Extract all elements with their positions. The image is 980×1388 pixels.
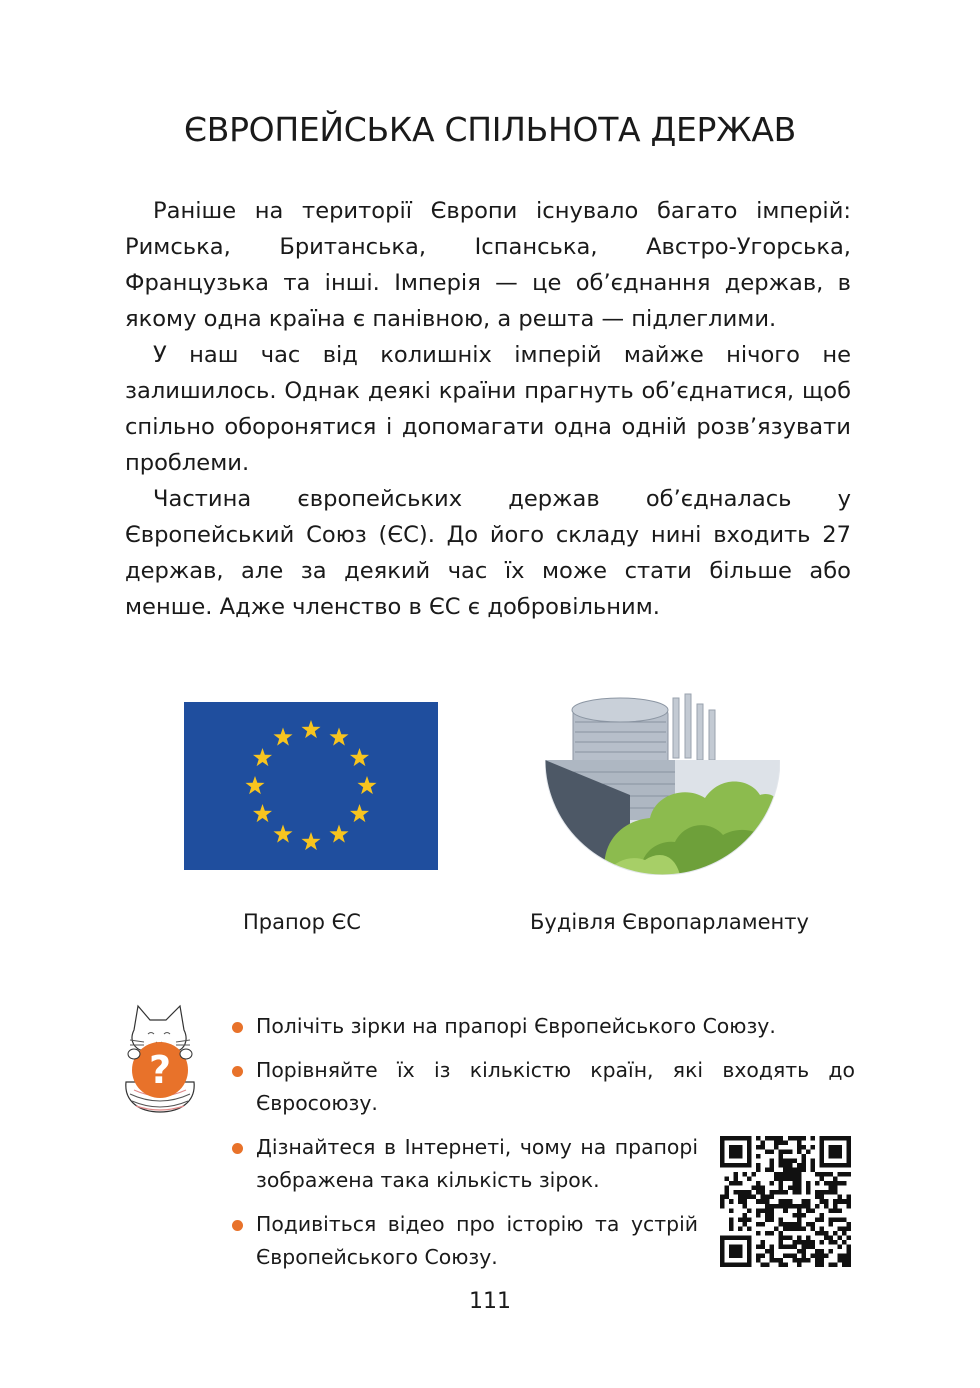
flag-star	[329, 825, 348, 843]
svg-text:?: ?	[148, 1048, 172, 1092]
flag-star	[273, 825, 292, 843]
flag-star	[329, 728, 348, 746]
page-title: ЄВРОПЕЙСЬКА СПІЛЬНОТА ДЕРЖАВ	[183, 110, 797, 149]
flag-star	[253, 748, 272, 766]
flag-star	[350, 748, 369, 766]
eu-flag-stars	[184, 702, 438, 870]
list-item: Полічіть зірки на прапорі Європейського Союзу.	[230, 1010, 855, 1043]
paragraph-unions: У наш час від колишніх імперій майже нічого не залишилось. Однак деякі країни прагнуть об’єднатися, щоб спільно оборонятися і допомагати одна одній розв’язувати проблеми.	[125, 342, 851, 476]
building-caption: Будівля Європарламенту	[530, 910, 809, 934]
list-item: Подивіться відео про історію та устрій Європейського Союзу.	[230, 1208, 698, 1274]
paragraph-empires: Раніше на території Європи існувало багато імперій: Римська, Британська, Іспанська, Австро-Угорська, Французька та інші. Імперія — це об’єднання держав, в якому одна країна є панівною, а решта — підлеглими.	[125, 198, 851, 332]
list-item: Порівняйте їх із кількістю країн, які входять до Євросоюзу.	[230, 1054, 855, 1120]
flag-star	[301, 832, 320, 850]
european-parliament-image	[545, 690, 780, 875]
list-item: Дізнайтеся в Інтернеті, чому на прапорі зображена така кількість зірок.	[230, 1131, 698, 1197]
flag-caption: Прапор ЄС	[243, 910, 361, 934]
flag-star	[253, 804, 272, 822]
flag-star	[273, 728, 292, 746]
page-number: 111	[469, 1289, 511, 1314]
qr-code-icon[interactable]	[720, 1136, 851, 1267]
body-text	[125, 193, 851, 625]
flag-star	[350, 804, 369, 822]
flag-star	[357, 776, 376, 794]
flag-star	[245, 776, 264, 794]
eu-flag-image	[184, 702, 438, 870]
cat-question-icon	[120, 1002, 200, 1114]
flag-star	[301, 720, 320, 738]
paragraph-eu: Частина європейських держав об’єдналась у Європейський Союз (ЄС). До його складу нині входить 27 держав, але за деякий час їх може стати більше або менше. Адже членство в ЄС є добровільним.	[125, 486, 851, 620]
